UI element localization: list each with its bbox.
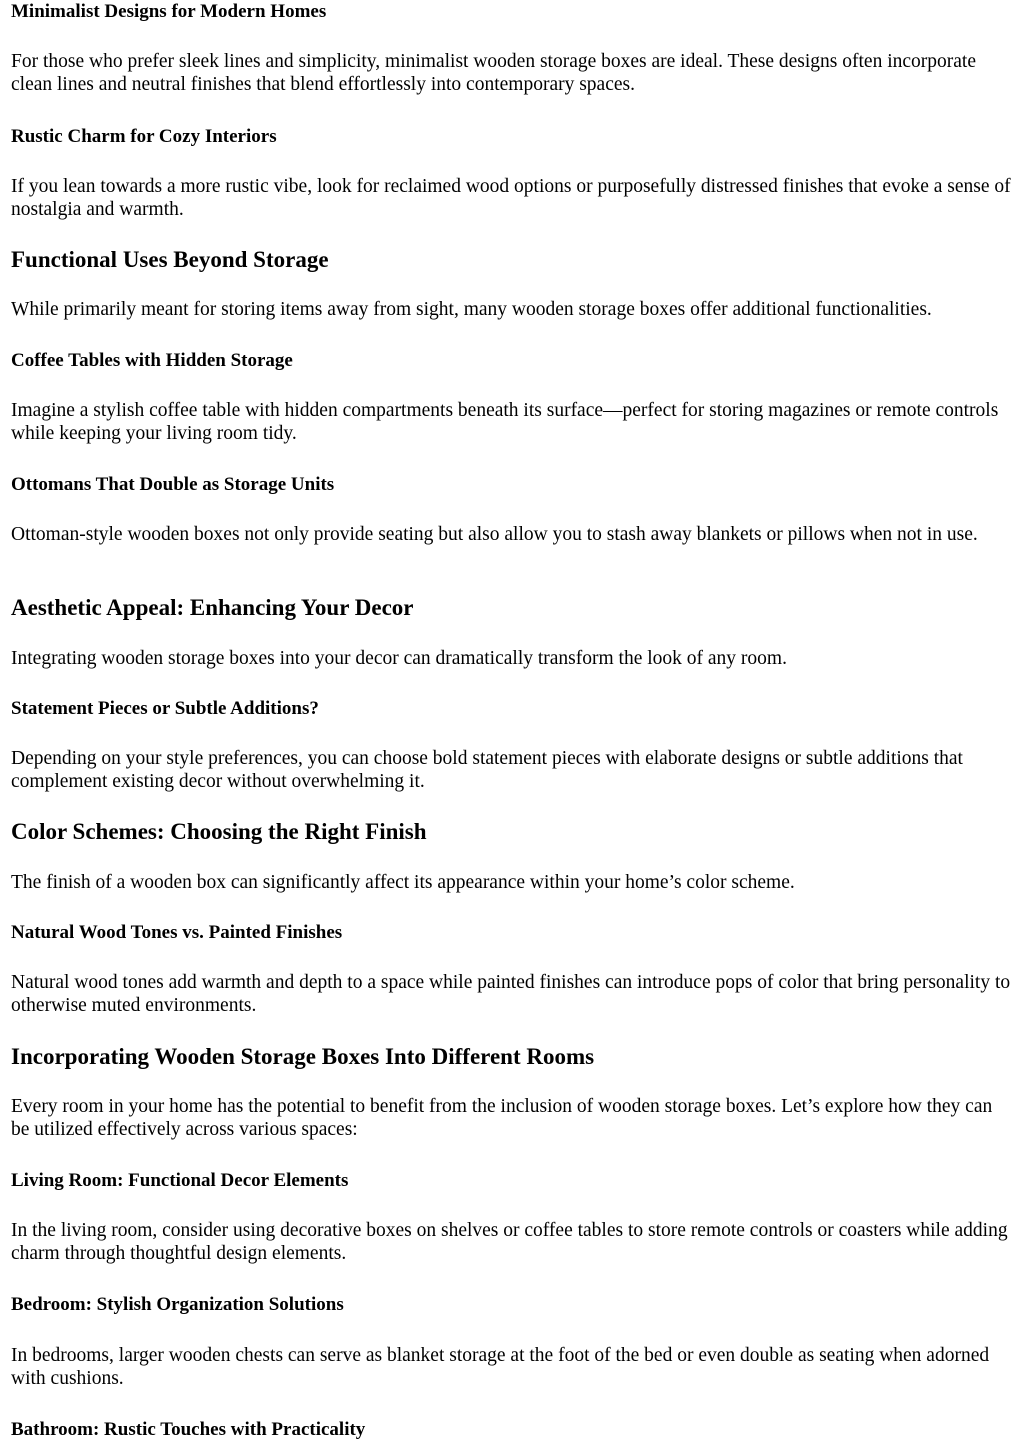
- paragraph-rooms: Every room in your home has the potential to benefit from the inclusion of wooden storage boxes. Let’s explore how they can be utilized effectively across various spaces:: [11, 1096, 993, 1140]
- paragraph-living-room: In the living room, consider using decorative boxes on shelves or coffee tables to store remote controls or coasters while adding charm through thoughtful design elements.: [11, 1220, 1008, 1264]
- paragraph-rustic: If you lean towards a more rustic vibe, look for reclaimed wood options or purposefully distressed finishes that evoke a sense of nostalgia and warmth.: [11, 176, 1011, 220]
- section-heading-rooms: Incorporating Wooden Storage Boxes Into Different Rooms: [11, 1044, 595, 1069]
- paragraph-bedroom: In bedrooms, larger wooden chests can serve as blanket storage at the foot of the bed or even double as seating when adorned with cushions.: [11, 1345, 990, 1389]
- section-heading-bathroom: Bathroom: Rustic Touches with Practicality: [11, 1419, 366, 1440]
- paragraph-functional: While primarily meant for storing items away from sight, many wooden storage boxes offer additional functionalities.: [11, 299, 932, 320]
- section-heading-statement: Statement Pieces or Subtle Additions?: [11, 698, 319, 719]
- section-heading-living-room: Living Room: Functional Decor Elements: [11, 1170, 349, 1191]
- section-heading-color: Color Schemes: Choosing the Right Finish: [11, 819, 427, 844]
- paragraph-ottomans: Ottoman-style wooden boxes not only provide seating but also allow you to stash away blankets or pillows when not in use.: [11, 524, 978, 545]
- section-heading-coffee-tables: Coffee Tables with Hidden Storage: [11, 350, 293, 371]
- paragraph-color: The finish of a wooden box can significantly affect its appearance within your home’s color scheme.: [11, 872, 795, 893]
- paragraph-natural: Natural wood tones add warmth and depth to a space while painted finishes can introduce pops of color that bring personality to otherwise muted environments.: [11, 972, 1011, 1016]
- paragraph-coffee-tables: Imagine a stylish coffee table with hidden compartments beneath its surface—perfect for storing magazines or remote controls while keeping your living room tidy.: [11, 400, 999, 444]
- paragraph-statement: Depending on your style preferences, you can choose bold statement pieces with elaborate designs or subtle additions that complement existing decor without overwhelming it.: [11, 748, 963, 792]
- paragraph-aesthetic: Integrating wooden storage boxes into your decor can dramatically transform the look of any room.: [11, 648, 787, 669]
- section-heading-minimalist: Minimalist Designs for Modern Homes: [11, 1, 327, 22]
- section-heading-rustic: Rustic Charm for Cozy Interiors: [11, 126, 277, 147]
- section-heading-aesthetic: Aesthetic Appeal: Enhancing Your Decor: [11, 595, 414, 620]
- section-heading-natural: Natural Wood Tones vs. Painted Finishes: [11, 922, 343, 943]
- section-heading-bedroom: Bedroom: Stylish Organization Solutions: [11, 1294, 344, 1315]
- section-heading-ottomans: Ottomans That Double as Storage Units: [11, 474, 335, 495]
- paragraph-minimalist: For those who prefer sleek lines and simplicity, minimalist wooden storage boxes are ideal. These designs often incorporate clean lines and neutral finishes that blend effortlessly into contemporary spaces.: [11, 51, 977, 95]
- section-heading-functional: Functional Uses Beyond Storage: [11, 247, 329, 272]
